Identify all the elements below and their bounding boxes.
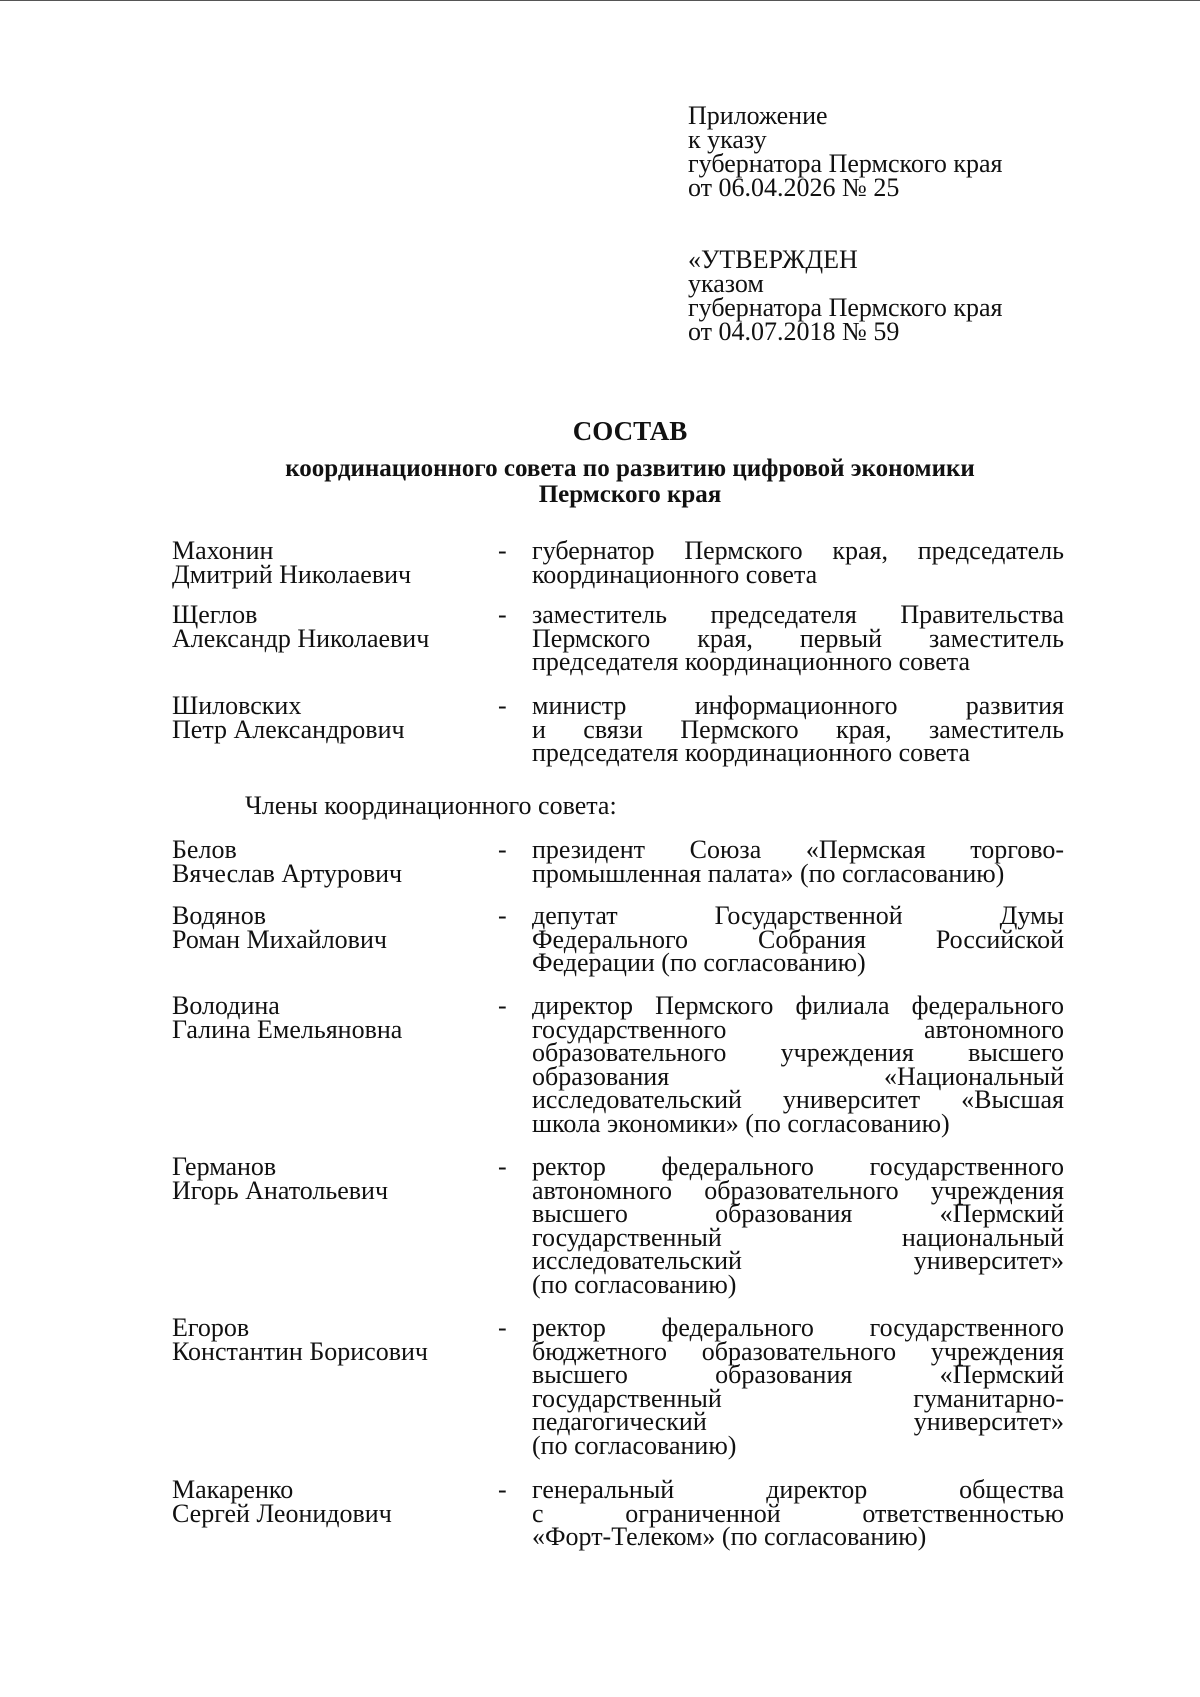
member-position-line: государственный национальный <box>532 1222 1064 1252</box>
member-name <box>172 600 490 653</box>
member-position-line: координационного совета <box>532 559 818 589</box>
member-position-line: государственный гуманитарно- <box>532 1383 1064 1413</box>
top-edge-line <box>0 0 1200 1</box>
member-name-line: Володина <box>172 991 280 1020</box>
dash-separator: - <box>498 1152 507 1181</box>
document-subtitle <box>0 456 1200 508</box>
member-name-line: Игорь Анатольевич <box>172 1175 389 1205</box>
member-position-line: педагогический университет» <box>532 1407 1064 1436</box>
dash-separator: - <box>498 1313 507 1342</box>
member-position-line: автономного образовательного учреждения <box>532 1175 1064 1205</box>
member-name <box>172 536 490 589</box>
member-position-line: исследовательский университет «Высшая <box>532 1085 1064 1114</box>
member-position <box>532 1152 1064 1299</box>
dash-separator: - <box>498 691 507 720</box>
member-position-line: школа экономики» (по согласованию) <box>532 1108 950 1138</box>
member-name <box>172 691 490 744</box>
member-name-line: Германов <box>172 1152 277 1181</box>
member-position-line: Пермского края, первый заместитель <box>532 623 1064 653</box>
member-name <box>172 991 490 1044</box>
member-position-line: ректор федерального государственного <box>532 1152 1064 1181</box>
dash-separator: - <box>498 835 507 864</box>
member-position <box>532 1313 1064 1460</box>
member-position-line: председателя координационного совета <box>532 738 970 767</box>
dash-separator: - <box>498 901 507 930</box>
member-position-line: председателя координационного совета <box>532 647 970 676</box>
member-position-line: образовательного учреждения высшего <box>532 1038 1064 1067</box>
approved-block <box>688 245 1108 346</box>
members-heading: Члены координационного совета: <box>245 791 617 820</box>
member-position-line: высшего образования «Пермский <box>532 1199 1064 1228</box>
member-name-line: Щеглов <box>172 600 258 629</box>
member-position-line: бюджетного образовательного учреждения <box>532 1336 1064 1366</box>
member-position <box>532 600 1064 676</box>
member-name <box>172 1313 490 1366</box>
member-position-line: заместитель председателя Правительства <box>532 600 1064 629</box>
member-position-line: высшего образования «Пермский <box>532 1360 1064 1389</box>
member-name-line: Шиловских <box>172 691 302 720</box>
member-name-line: Петр Александрович <box>172 714 405 744</box>
approved-line: от 04.07.2018 № 59 <box>688 317 900 346</box>
member-name-line: Махонин <box>172 536 274 565</box>
member-position-line: Федерации (по согласованию) <box>532 948 866 977</box>
member-position-line: (по согласованию) <box>532 1269 737 1299</box>
member-position <box>532 835 1064 888</box>
member-position-line: (по согласованию) <box>532 1430 737 1460</box>
member-position <box>532 991 1064 1138</box>
member-position-line: и связи Пермского края, заместитель <box>532 714 1064 744</box>
member-position-line: ректор федерального государственного <box>532 1313 1064 1342</box>
approved-line: «УТВЕРЖДЕН <box>688 245 858 274</box>
member-position <box>532 536 1064 589</box>
member-position-line: «Форт-Телеком» (по согласованию) <box>532 1522 927 1551</box>
member-position-line: исследовательский университет» <box>532 1246 1064 1275</box>
member-position-line: министр информационного развития <box>532 691 1064 720</box>
member-position <box>532 901 1064 977</box>
member-name-line: Вячеслав Артурович <box>172 858 403 888</box>
member-position-line: директор Пермского филиала федерального <box>532 991 1064 1020</box>
member-position-line: депутат Государственной Думы <box>532 901 1064 930</box>
subtitle-line: Пермского края <box>538 481 722 508</box>
dash-separator: - <box>498 536 507 565</box>
dash-separator: - <box>498 991 507 1020</box>
member-position-line: президент Союза «Пермская торгово- <box>532 835 1064 864</box>
dash-separator: - <box>498 600 507 629</box>
member-position-line: Федерального Собрания Российской <box>532 924 1064 954</box>
member-name <box>172 1475 490 1528</box>
member-name-line: Галина Емельяновна <box>172 1014 403 1044</box>
member-position-line: промышленная палата» (по согласованию) <box>532 858 1005 888</box>
member-position-line: государственного автономного <box>532 1014 1064 1044</box>
member-name-line: Дмитрий Николаевич <box>172 559 412 589</box>
approval-block <box>688 101 1108 202</box>
approved-line: указом <box>688 269 764 298</box>
member-name-line: Егоров <box>172 1313 250 1342</box>
member-name-line: Водянов <box>172 901 266 930</box>
member-position-line: образования «Национальный <box>532 1061 1064 1091</box>
member-name-line: Сергей Леонидович <box>172 1498 392 1528</box>
approval-line: Приложение <box>688 101 828 130</box>
member-position-line: генеральный директор общества <box>532 1475 1064 1504</box>
subtitle-line: координационного совета по развитию цифровой экономики <box>285 455 975 482</box>
member-name <box>172 901 490 954</box>
approval-line: к указу <box>688 125 767 154</box>
member-position-line: губернатор Пермского края, председатель <box>532 536 1064 565</box>
member-position-line: с ограниченной ответственностью <box>532 1498 1064 1528</box>
member-position <box>532 691 1064 767</box>
approval-line: от 06.04.2026 № 25 <box>688 173 900 202</box>
member-name-line: Белов <box>172 835 237 864</box>
member-name <box>172 835 490 888</box>
dash-separator: - <box>498 1475 507 1504</box>
member-name-line: Константин Борисович <box>172 1336 428 1366</box>
member-name-line: Александр Николаевич <box>172 623 430 653</box>
approval-line: губернатора Пермского края <box>688 149 1003 178</box>
member-name-line: Макаренко <box>172 1475 294 1504</box>
member-position <box>532 1475 1064 1551</box>
member-name-line: Роман Михайлович <box>172 924 387 954</box>
document-title: СОСТАВ <box>572 416 688 446</box>
approved-line: губернатора Пермского края <box>688 293 1003 322</box>
member-name <box>172 1152 490 1205</box>
